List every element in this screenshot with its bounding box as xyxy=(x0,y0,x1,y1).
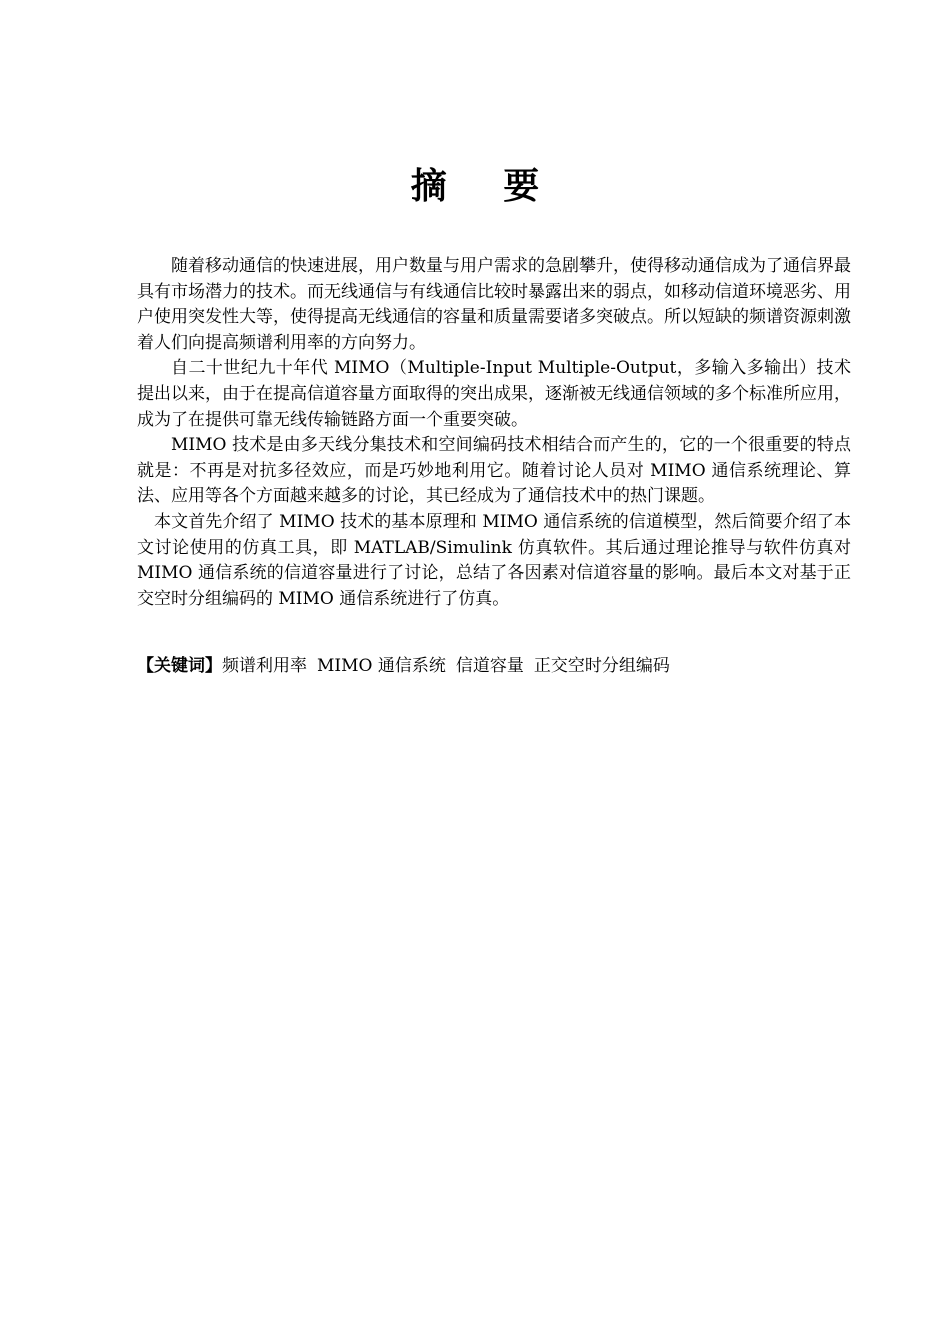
keyword-item: 正交空时分组编码 xyxy=(533,656,670,676)
abstract-paragraph-1: 随着移动通信的快速进展，用户数量与用户需求的急剧攀升，使得移动通信成为了通信界最具有市场潜力的技术。而无线通信与有线通信比较时暴露出来的弱点，如移动信道环境恶劣、用户使用突发性大等，使得提高无线通信的容量和质量需要诸多突破点。所以短缺的频谱资源刺激着人们向提高频谱利用率的方向努力。 xyxy=(137,256,851,353)
keyword-item: MIMO 通信系统 xyxy=(317,656,446,676)
keyword-item: 信道容量 xyxy=(455,656,524,676)
abstract-paragraph-2: 自二十世纪九十年代 MIMO（Multiple-Input Multiple-Output，多输入多输出）技术提出以来，由于在提高信道容量方面取得的突出成果，逐渐被无线通信领域的多个标准所应用，成为了在提供可靠无线传输链路方面一个重要突破。 xyxy=(137,358,851,430)
keywords-line xyxy=(137,653,851,679)
page-title: 摘 要 xyxy=(410,165,562,207)
keyword-item: 频谱利用率 xyxy=(222,656,307,676)
abstract-body xyxy=(137,254,851,612)
abstract-paragraph-4: 本文首先介绍了 MIMO 技术的基本原理和 MIMO 通信系统的信道模型，然后简要介绍了本文讨论使用的仿真工具，即 MATLAB/Simulink 仿真软件。其后通过理论推导与软件仿真对 MIMO 通信系统的信道容量进行了讨论，总结了各因素对信道容量的影响。最后本文对基于正交空时分组编码的 MIMO 通信系统进行了仿真。 xyxy=(137,511,851,609)
abstract-paragraph-3: MIMO 技术是由多天线分集技术和空间编码技术相结合而产生的，它的一个很重要的特点就是：不再是对抗多径效应，而是巧妙地利用它。随着讨论人员对 MIMO 通信系统理论、算法、应用等各个方面越来越多的讨论，其已经成为了通信技术中的热门课题。 xyxy=(137,435,851,507)
keywords-label: 【关键词】 xyxy=(137,656,222,676)
